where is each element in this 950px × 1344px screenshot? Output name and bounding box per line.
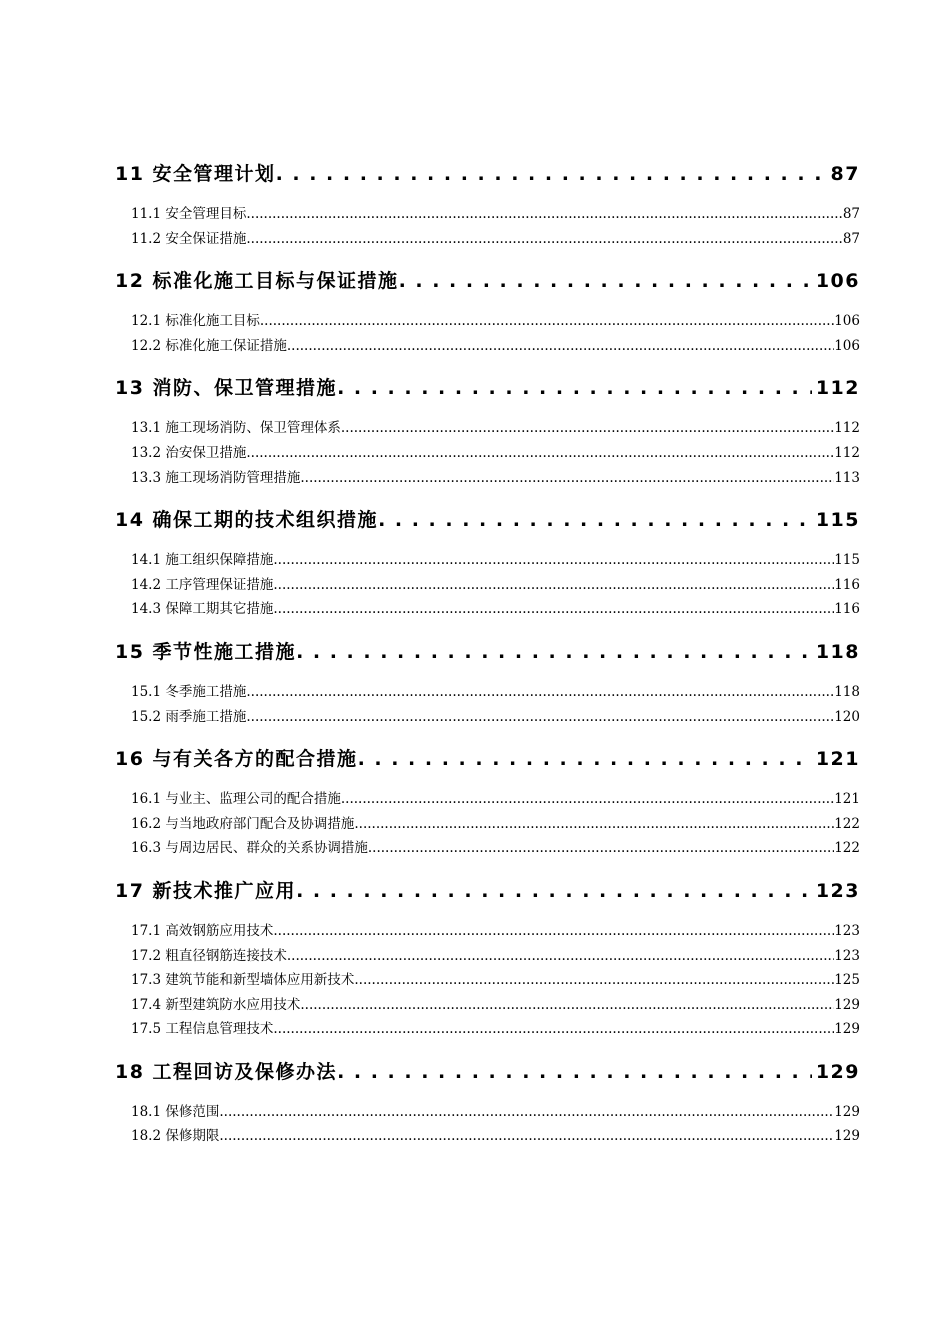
toc-chapter-entry[interactable] xyxy=(115,743,860,775)
toc-chapter xyxy=(115,875,860,1042)
toc-chapter-entry[interactable] xyxy=(115,265,860,297)
toc-section-page: 106 xyxy=(834,313,860,330)
toc-section-page: 121 xyxy=(834,791,860,808)
toc-section-list xyxy=(115,919,860,1042)
toc-section-title: 15.1 冬季施工措施 xyxy=(131,683,247,700)
toc-section-title: 13.3 施工现场消防管理措施 xyxy=(131,469,301,486)
toc-section-title: 18.2 保修期限 xyxy=(131,1128,220,1145)
toc-section-entry[interactable] xyxy=(131,919,860,944)
toc-dot-leader xyxy=(273,597,834,622)
toc-chapter-title: 16 与有关各方的配合措施 xyxy=(115,748,358,771)
toc-chapter-title: 14 确保工期的技术组织措施 xyxy=(115,509,379,532)
toc-section-page: 115 xyxy=(834,552,860,569)
toc-section-page: 116 xyxy=(834,576,860,593)
toc-dot-leader xyxy=(273,573,834,598)
toc-section-page: 129 xyxy=(834,1021,860,1038)
toc-section-title: 16.3 与周边居民、群众的关系协调措施 xyxy=(131,840,368,857)
toc-dot-leader xyxy=(341,787,834,812)
toc-section-page: 129 xyxy=(834,996,860,1013)
toc-dot-leader xyxy=(358,743,812,775)
toc-section-entry[interactable] xyxy=(131,836,860,861)
toc-section-page: 129 xyxy=(834,1128,860,1145)
toc-section-title: 14.2 工序管理保证措施 xyxy=(131,576,274,593)
toc-section-page: 112 xyxy=(834,420,860,437)
toc-section-entry[interactable] xyxy=(131,416,860,441)
toc-chapter-title: 17 新技术推广应用 xyxy=(115,879,297,902)
toc-chapter-title: 13 消防、保卫管理措施 xyxy=(115,377,338,400)
toc-section-entry[interactable] xyxy=(131,597,860,622)
toc-section-title: 14.1 施工组织保障措施 xyxy=(131,552,274,569)
toc-chapter-entry[interactable] xyxy=(115,372,860,404)
toc-section-page: 113 xyxy=(834,469,860,486)
toc-section-page: 123 xyxy=(834,947,860,964)
toc-dot-leader xyxy=(296,636,812,668)
toc-dot-leader xyxy=(354,812,834,837)
toc-dot-leader xyxy=(246,705,834,730)
toc-section-entry[interactable] xyxy=(131,309,860,334)
toc-dot-leader xyxy=(300,993,834,1018)
toc-section-list xyxy=(115,202,860,251)
toc-section-title: 11.2 安全保证措施 xyxy=(131,230,247,247)
toc-section-entry[interactable] xyxy=(131,1100,860,1125)
toc-dot-leader xyxy=(378,504,812,536)
toc-section-title: 17.3 建筑节能和新型墙体应用新技术 xyxy=(131,972,355,989)
toc-dot-leader xyxy=(341,416,834,441)
toc-dot-leader xyxy=(337,372,812,404)
toc-section-list xyxy=(115,1100,860,1149)
toc-dot-leader xyxy=(354,968,834,993)
toc-section-list xyxy=(115,416,860,490)
toc-section-title: 16.2 与当地政府部门配合及协调措施 xyxy=(131,815,355,832)
toc-dot-leader xyxy=(246,441,834,466)
toc-section-entry[interactable] xyxy=(131,944,860,969)
toc-chapter xyxy=(115,265,860,358)
toc-chapter-page: 129 xyxy=(815,1060,860,1083)
toc-dot-leader xyxy=(368,836,834,861)
toc-dot-leader xyxy=(296,875,812,907)
toc-chapter xyxy=(115,1056,860,1149)
toc-chapter-page: 118 xyxy=(815,640,860,663)
toc-section-title: 15.2 雨季施工措施 xyxy=(131,708,247,725)
toc-section-list xyxy=(115,548,860,622)
toc-section-page: 116 xyxy=(834,601,860,618)
toc-section-entry[interactable] xyxy=(131,334,860,359)
toc-dot-leader xyxy=(246,680,834,705)
toc-chapter-page: 112 xyxy=(815,377,860,400)
toc-chapter-entry[interactable] xyxy=(115,636,860,668)
toc-section-title: 13.1 施工现场消防、保卫管理体系 xyxy=(131,420,341,437)
toc-chapter-title: 12 标准化施工目标与保证措施 xyxy=(115,270,399,293)
toc-section-entry[interactable] xyxy=(131,548,860,573)
toc-dot-leader xyxy=(276,158,827,190)
toc-chapter xyxy=(115,372,860,490)
toc-section-entry[interactable] xyxy=(131,227,860,252)
toc-section-page: 123 xyxy=(834,922,860,939)
toc-section-page: 122 xyxy=(834,815,860,832)
toc-chapter-page: 87 xyxy=(830,163,860,185)
toc-section-list xyxy=(115,309,860,358)
toc-chapter-entry[interactable] xyxy=(115,504,860,536)
toc-chapter-page: 121 xyxy=(815,748,860,771)
toc-chapter-entry[interactable] xyxy=(115,158,860,190)
toc-chapter-title: 18 工程回访及保修办法 xyxy=(115,1060,338,1083)
toc-dot-leader xyxy=(337,1056,812,1088)
toc-section-title: 13.2 治安保卫措施 xyxy=(131,444,247,461)
toc-section-page: 125 xyxy=(834,972,860,989)
toc-dot-leader xyxy=(399,265,812,297)
toc-section-title: 17.4 新型建筑防水应用技术 xyxy=(131,996,301,1013)
toc-section-title: 14.3 保障工期其它措施 xyxy=(131,601,274,618)
toc-dot-leader xyxy=(260,309,834,334)
table-of-contents xyxy=(115,158,860,1163)
toc-section-entry[interactable] xyxy=(131,705,860,730)
toc-section-page: 120 xyxy=(834,708,860,725)
toc-section-entry[interactable] xyxy=(131,466,860,491)
toc-dot-leader xyxy=(273,548,834,573)
toc-chapter-entry[interactable] xyxy=(115,1056,860,1088)
toc-section-title: 17.1 高效钢筋应用技术 xyxy=(131,922,274,939)
toc-chapter-title: 11 安全管理计划 xyxy=(115,163,276,185)
toc-chapter-page: 123 xyxy=(815,879,860,902)
toc-section-title: 18.1 保修范围 xyxy=(131,1103,220,1120)
toc-section-page: 122 xyxy=(834,840,860,857)
toc-chapter-entry[interactable] xyxy=(115,875,860,907)
toc-dot-leader xyxy=(219,1100,834,1125)
toc-chapter xyxy=(115,504,860,622)
toc-section-title: 12.2 标准化施工保证措施 xyxy=(131,337,287,354)
toc-section-entry[interactable] xyxy=(131,573,860,598)
toc-chapter-page: 106 xyxy=(815,270,860,293)
toc-chapter xyxy=(115,636,860,729)
toc-section-page: 106 xyxy=(834,337,860,354)
toc-section-list xyxy=(115,787,860,861)
toc-section-title: 16.1 与业主、监理公司的配合措施 xyxy=(131,791,341,808)
toc-section-page: 87 xyxy=(842,230,860,247)
toc-section-page: 87 xyxy=(842,206,860,222)
toc-section-entry[interactable] xyxy=(131,1017,860,1042)
toc-chapter-title: 15 季节性施工措施 xyxy=(115,640,297,663)
toc-dot-leader xyxy=(246,227,842,252)
toc-dot-leader xyxy=(246,202,842,227)
toc-section-entry[interactable] xyxy=(131,680,860,705)
toc-section-list xyxy=(115,680,860,729)
toc-section-entry[interactable] xyxy=(131,993,860,1018)
toc-section-title: 17.2 粗直径钢筋连接技术 xyxy=(131,947,287,964)
toc-dot-leader xyxy=(300,466,834,491)
toc-dot-leader xyxy=(287,944,834,969)
toc-dot-leader xyxy=(219,1124,834,1149)
toc-section-entry[interactable] xyxy=(131,787,860,812)
toc-section-entry[interactable] xyxy=(131,441,860,466)
toc-section-title: 11.1 安全管理目标 xyxy=(131,206,247,222)
toc-section-entry[interactable] xyxy=(131,1124,860,1149)
toc-chapter xyxy=(115,158,860,251)
toc-dot-leader xyxy=(273,1017,834,1042)
toc-chapter xyxy=(115,743,860,861)
toc-dot-leader xyxy=(287,334,834,359)
toc-section-entry[interactable] xyxy=(131,812,860,837)
toc-dot-leader xyxy=(273,919,834,944)
toc-section-page: 112 xyxy=(834,444,860,461)
toc-chapter-page: 115 xyxy=(815,509,860,532)
toc-section-page: 129 xyxy=(834,1103,860,1120)
toc-section-title: 17.5 工程信息管理技术 xyxy=(131,1021,274,1038)
toc-section-page: 118 xyxy=(834,683,860,700)
toc-section-entry[interactable] xyxy=(131,968,860,993)
toc-section-title: 12.1 标准化施工目标 xyxy=(131,313,260,330)
toc-section-entry[interactable] xyxy=(131,202,860,227)
